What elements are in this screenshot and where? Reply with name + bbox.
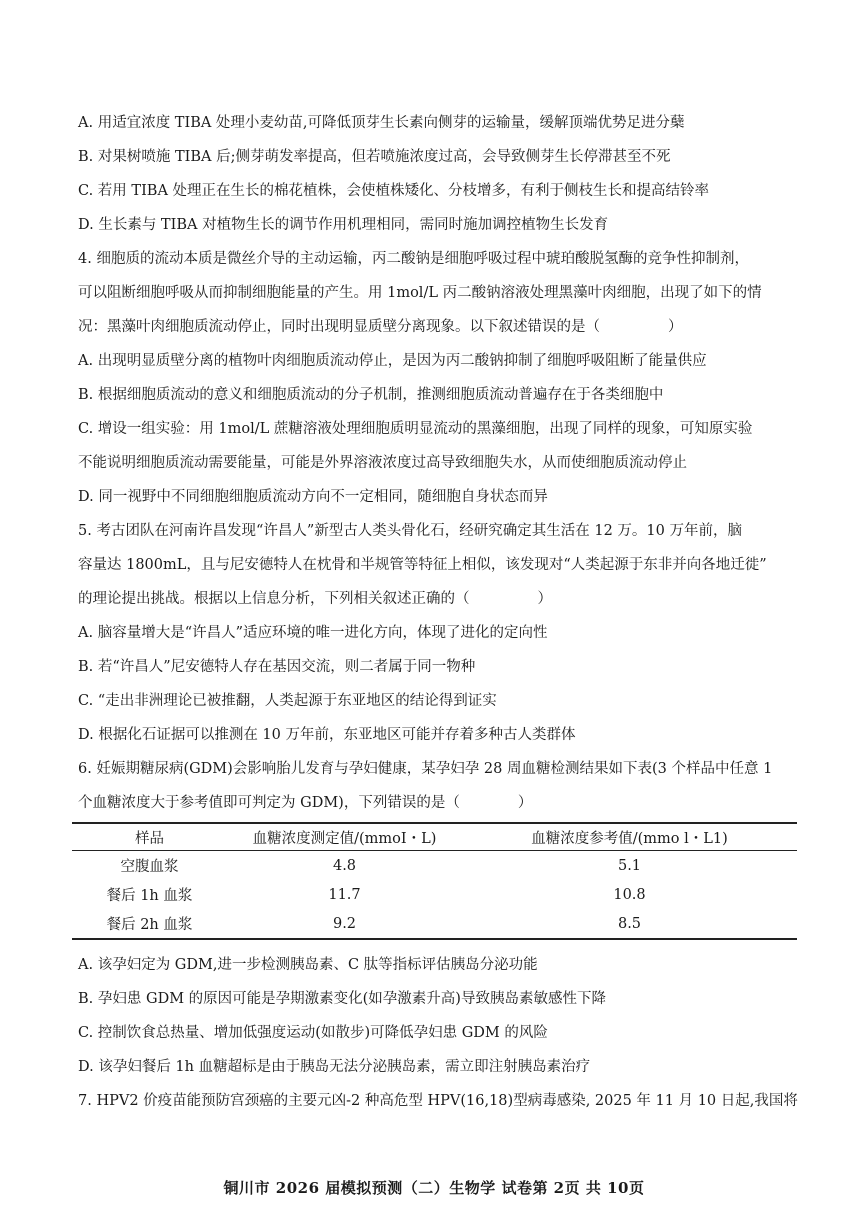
question-4-stem-line3 — [78, 317, 794, 337]
blood-glucose-table — [72, 822, 797, 940]
option-4c-line1: C. 增设一组实验：用 1mol/L 蔗糖溶液处理细胞质明显流动的黑藻细胞，出现了同样的现象，可知原实验 — [78, 421, 753, 437]
option-5c: C. “走出非洲理论已被推翻，人类起源于东亚地区的结论得到证实 — [78, 693, 497, 709]
table-header-row — [72, 823, 797, 851]
option-4d: D. 同一视野中不同细胞细胞质流动方向不一定相同，随细胞自身状态而异 — [78, 489, 548, 505]
answer-bracket-close: ） — [517, 795, 533, 811]
option-5a: A. 脑容量增大是“许昌人”适应环境的唯一进化方向，体现了进化的定向性 — [78, 625, 548, 641]
question-4-stem-line1: 4. 细胞质的流动本质是微丝介导的主动运输，丙二酸钠是细胞呼吸过程中琥珀酸脱氢酶的竞争性抑制剂， — [78, 251, 749, 267]
column-header-reference: 血糖浓度参考值/(mmo l・L1) — [531, 830, 728, 847]
question-4-stem-line2: 可以阻断细胞呼吸从而抑制细胞能量的产生。用 1mol/L 丙二酸钠溶液处理黑藻叶肉细胞，出现了如下的情 — [78, 285, 762, 301]
question-5-stem-line2: 容量达 1800mL，且与尼安德特人在枕骨和半规管等特征上相似，该发现对“人类起源于东非并向各地迁徙” — [78, 557, 767, 573]
cell-sample: 餐后 2h 血浆 — [106, 917, 193, 933]
table-row — [72, 880, 797, 909]
cell-measured: 11.7 — [328, 886, 361, 903]
question-6-stem-line1: 6. 妊娠期糖尿病(GDM)会影响胎儿发育与孕妇健康，某孕妇孕 28 周血糖检测结果如下表(3 个样品中任意 1 — [78, 761, 773, 777]
option-4c-line2: 不能说明细胞质流动需要能量，可能是外界溶液浓度过高导致细胞失水，从而使细胞质流动停止 — [78, 455, 687, 471]
option-6a: A. 该孕妇定为 GDM,进一步检测胰岛素、C 肽等指标评估胰岛分泌功能 — [78, 957, 538, 973]
option-5b: B. 若“许昌人”尼安德特人存在基因交流，则二者属于同一物种 — [78, 659, 476, 675]
option-3b: B. 对果树喷施 TIBA 后;侧芽萌发率提高，但若喷施浓度过高，会导致侧芽生长停滞甚至不死 — [78, 149, 671, 165]
option-3d: D. 生长素与 TIBA 对植物生长的调节作用机理相同，需同时施加调控植物生长发育 — [78, 217, 609, 233]
cell-reference: 5.1 — [617, 857, 642, 874]
option-6b: B. 孕妇患 GDM 的原因可能是孕期激素变化(如孕激素升高)导致胰岛素敏感性下降 — [78, 991, 606, 1007]
option-4a: A. 出现明显质壁分离的植物叶肉细胞质流动停止，是因为丙二酸钠抑制了细胞呼吸阻断了能量供应 — [78, 353, 707, 369]
question-6-stem-text: 个血糖浓度大于参考值即可判定为 GDM)，下列错误的是（ — [78, 795, 460, 811]
column-header-measured: 血糖浓度测定值/(mmoI・L) — [252, 830, 437, 847]
page-footer: 铜川市 2026 届模拟预测（二）生物学 试卷第 2页 共 10页 — [223, 1179, 645, 1197]
question-4-stem-text: 况：黑藻叶肉细胞质流动停止，同时出现明显质壁分离现象。以下叙述错误的是（ — [78, 319, 600, 335]
option-4b: B. 根据细胞质流动的意义和细胞质流动的分子机制，推测细胞质流动普遍存在于各类细胞中 — [78, 387, 664, 403]
question-5-stem-line1: 5. 考古团队在河南许昌发现“许昌人”新型古人类头骨化石，经研究确定其生活在 12 万。10 万年前，脑 — [78, 523, 742, 539]
table-row — [72, 909, 797, 939]
column-header-sample: 样品 — [135, 830, 164, 847]
cell-measured: 4.8 — [332, 857, 357, 874]
option-3c: C. 若用 TIBA 处理正在生长的棉花植株，会使植株矮化、分枝增多，有利于侧枝生长和提高结铃率 — [78, 183, 710, 199]
option-6d: D. 该孕妇餐后 1h 血糖超标是由于胰岛无法分泌胰岛素，需立即注射胰岛素治疗 — [78, 1059, 591, 1075]
question-7-stem-line1: 7. HPV2 价疫苗能预防宫颈癌的主要元凶-2 种高危型 HPV(16,18)型病毒感染, 2025 年 11 月 10 日起,我国将 — [78, 1093, 798, 1109]
option-6c: C. 控制饮食总热量、增加低强度运动(如散步)可降低孕妇患 GDM 的风险 — [78, 1025, 548, 1041]
cell-sample: 餐后 1h 血浆 — [106, 888, 193, 904]
option-3a: A. 用适宜浓度 TIBA 处理小麦幼苗,可降低顶芽生长素向侧芽的运输量，缓解顶端优势足进分蘖 — [78, 115, 685, 131]
option-5d: D. 根据化石证据可以推测在 10 万年前，东亚地区可能并存着多种古人类群体 — [78, 727, 576, 743]
answer-bracket-close: ） — [668, 319, 683, 335]
question-5-stem-line3 — [78, 589, 794, 609]
table-row — [72, 851, 797, 881]
question-5-stem-text: 的理论提出挑战。根据以上信息分析，下列相关叙述正确的（ — [78, 591, 470, 607]
cell-reference: 10.8 — [613, 886, 646, 903]
cell-measured: 9.2 — [332, 915, 357, 932]
question-6-stem-line2 — [78, 793, 794, 813]
answer-bracket-close: ） — [537, 591, 552, 607]
cell-sample: 空腹血浆 — [120, 859, 179, 875]
cell-reference: 8.5 — [617, 915, 642, 932]
